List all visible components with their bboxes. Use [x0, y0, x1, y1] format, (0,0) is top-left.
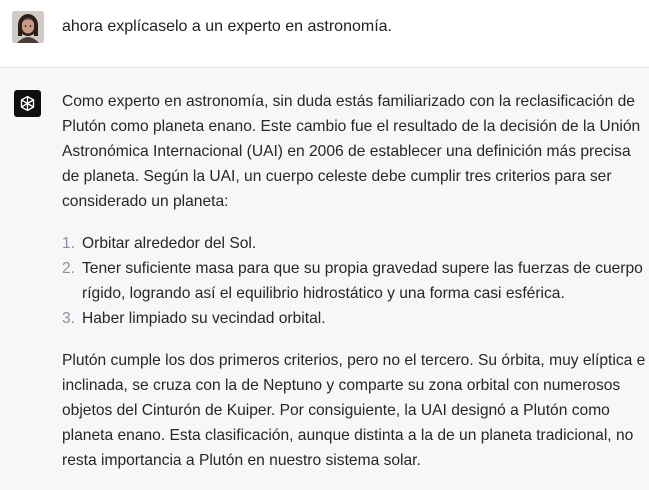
list-item-text: Tener suficiente masa para que su propia gravedad supere las fuerzas de cuerpo rígido, logrando así el equilibrio hidrostático y una forma casi esférica. [82, 260, 643, 302]
assistant-message-row [0, 69, 649, 469]
list-item [62, 256, 647, 306]
list-item-text: Orbitar alrededor del Sol. [82, 235, 257, 252]
user-message-row [0, 0, 649, 68]
list-item-number: 1. [62, 235, 76, 252]
criteria-list [62, 231, 647, 331]
openai-logo-icon [18, 94, 37, 113]
assistant-paragraph-1: Como experto en astronomía, sin duda estás familiarizado con la reclasificación de Plutón como planeta enano. Este cambio fue el resultado de la decisión de la Unión Astronómica Internacional (UAI) en 2006 de establecer una definición más precisa de planeta. Según la UAI, un cuerpo celeste debe cumplir tres criterios para ser considerado un planeta: [62, 93, 641, 210]
list-item-number: 3. [62, 310, 76, 327]
list-item [62, 231, 647, 256]
assistant-message-content [62, 89, 647, 490]
list-item [62, 306, 647, 331]
user-avatar-icon [12, 11, 44, 43]
assistant-avatar [14, 90, 41, 117]
list-item-number: 2. [62, 260, 76, 277]
list-item-text: Haber limpiado su vecindad orbital. [82, 310, 326, 327]
assistant-paragraph-2: Plutón cumple los dos primeros criterios, pero no el tercero. Su órbita, muy elíptica e inclinada, se cruza con la de Neptuno y comparte su zona orbital con numerosos objetos del Cinturón de Kuiper. Por consiguiente, la UAI designó a Plutón como planeta enano. Esta clasificación, aunque distinta a la de un planeta tradicional, no resta importancia a Plutón en nuestro sistema solar. [62, 352, 646, 469]
user-avatar [12, 11, 44, 43]
user-message-text: ahora explícaselo a un experto en astronomía. [62, 18, 392, 35]
